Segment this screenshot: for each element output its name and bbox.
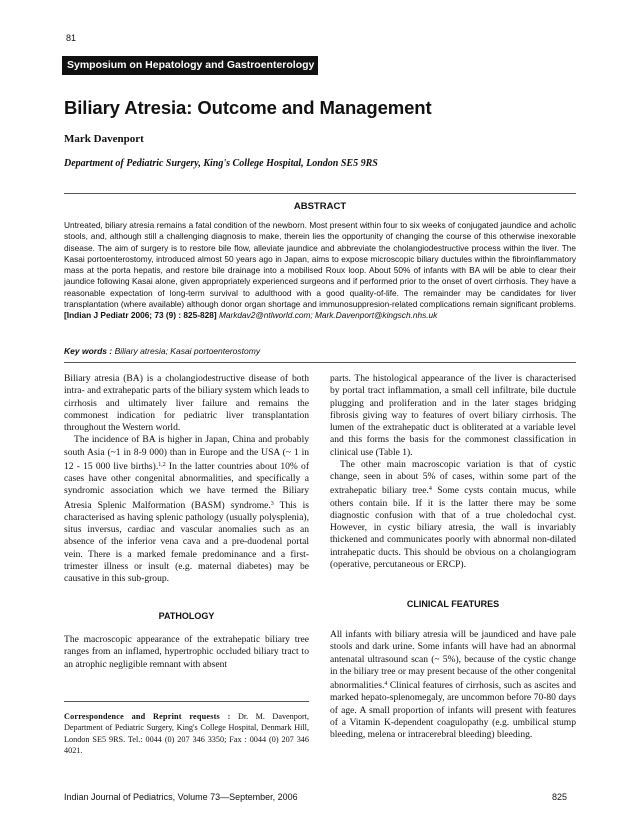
paragraph: The macroscopic appearance of the extrahepatic biliary tree ranges from an inflamed, hypertrophic occluded biliary tract to an atrophic negligible remnant with absent (64, 634, 309, 670)
paragraph (330, 629, 576, 741)
text-run: Clinical features of cirrhosis, such as ascites and marked hepato-splenomegaly, are uncommon before 70-80 days of age. A small proportion of infants will present with features of a Vitamin K-dependent coagulopathy (e.g. umbilical stump bleeding, melena or intracerebral bleeding) bleeding. (330, 680, 576, 740)
keywords-label: Key words : (64, 346, 113, 356)
text-run: This is characterised as having splenic pathology (usually polysplenia), situs inversus, cardiac and vascular anomalies such as an absence of the inferior vena cava and a pre-duodenal portal vein. There is a marked female predominance and a first-trimester illness or insult (e.g. maternal diabetes) may be causative in this sub-group. (64, 499, 309, 584)
text-run: All infants with biliary atresia will be jaundiced and have pale stools and dark urine. Some infants will have had an abnormal antenatal ultrasound scan (~ 5%), because of the cystic change in the biliary tree or may present because of the other congenital abnormalities. (330, 629, 576, 691)
abstract-citation: [Indian J Pediatr 2006; 73 (9) : 825-828] (64, 310, 217, 321)
author-affiliation: Department of Pediatric Surgery, King's College Hospital, London SE5 9RS (64, 158, 378, 169)
correspondence-text: Dr. M. Davenport, Department of Pediatric Surgery, King's College Hospital, Denmark Hill, London SE5 9RS. Tel.: 0044 (0) 207 346 3350; Fax : 0044 (0) 207 346 4021. (64, 712, 310, 755)
article-title: Biliary Atresia: Outcome and Management (64, 97, 432, 118)
footer-journal: Indian Journal of Pediatrics, Volume 73—September, 2006 (64, 792, 298, 802)
paragraph (330, 459, 576, 571)
text-run: Some cysts contain mucus, while others contain bile. If it is the latter there may be some diagnostic confusion with that of a true choledochal cyst. However, in cystic biliary atresia, the wall is invariably thickened and communicates poorly with abnormal non-dilated intrahepatic ducts. This should be obvious on a cholangiogram (operative, percutaneous or ERCP). (330, 485, 576, 570)
section-heading-pathology: PATHOLOGY (158, 611, 215, 621)
author-name: Mark Davenport (64, 133, 144, 145)
text-run: The other main macroscopic variation is that of cystic change, seen in about 5% of cases, within some part of the extrahepatic biliary tree. (330, 458, 576, 497)
left-column-continued (64, 634, 309, 671)
correspondence-note (64, 711, 309, 756)
reference-superscript: 4 (384, 681, 388, 687)
footer-page-number: 825 (552, 792, 568, 802)
top-divider (64, 193, 576, 194)
keywords-divider (64, 362, 576, 363)
keywords (64, 346, 576, 356)
reference-superscript: 3 (270, 500, 274, 507)
reference-superscript: 4 (428, 486, 432, 493)
paragraph: Biliary atresia (BA) is a cholangiodestructive disease of both intra- and extrahepatic parts of the biliary system which leads to cirrhosis and ultimately liver failure and remains the commonest indication for pediatric liver transplantation throughout the Western world. (64, 373, 309, 433)
abstract-text (64, 220, 576, 322)
text-run: The incidence of BA is higher in Japan, China and probably south Asia (~1 in 8-9 000) than in Europe and the USA (~ 1 in 12 - 15 000 live births). (64, 434, 309, 472)
text-run: In the latter countries about 10% of cases have other congenital abnormalities, and specifically a syndromic association which we have termed the Biliary Atresia Splenic Malformation (BASM) syndrome. (64, 460, 309, 511)
author-emails: Markdav2@ntlworld.com; Mark.Davenport@kingsch.nhs.uk (218, 310, 438, 321)
left-column (64, 373, 309, 585)
abstract-heading: ABSTRACT (293, 201, 347, 212)
page-number-top: 81 (66, 33, 77, 43)
right-column-continued (330, 629, 576, 741)
paragraph (64, 434, 309, 585)
right-column (330, 373, 576, 571)
symposium-banner: Symposium on Hepatology and Gastroenterology (62, 56, 318, 75)
reference-superscript: 1,2 (158, 461, 166, 468)
correspondence-divider (64, 701, 309, 702)
keywords-value: Biliary atresia; Kasai portoenterostomy (114, 346, 261, 356)
section-heading-clinical-features: CLINICAL FEATURES (406, 599, 500, 609)
correspondence-label: Correspondence and Reprint requests : (64, 712, 231, 721)
abstract-body: Untreated, biliary atresia remains a fatal condition of the newborn. Most present within four to six weeks of conjugated jaundice and acholic stools, and, although still a challenging diagnosis to make, therein lies the opportunity of changing the course of this otherwise inexorable disease. The aim of surgery is to restore bile flow, alleviate jaundice and abbreviate the cholangiodestructive process within the liver. The Kasai portoenterostomy, introduced almost 50 years ago in Japan, aims to expose microscopic biliary ductules within the fibroinflammatory mass at the porta hepatis, and restore bile drainage into a mobilised Roux loop. About 50% of infants with BA will be able to clear their jaundice following Kasai alone, given appropriately experienced surgeons and if performed prior to the onset of overt cirrhosis. They have a reasonable expectation of long-term survival to adulthood with a good quality-of-life. The remainder may be candidates for liver transplantation (where available) although donor organ shortage and immunosuppresion-related complications remain significant problems. (64, 220, 576, 310)
paragraph: parts. The histological appearance of the liver is characterised by portal tract inflammation, a small cell infiltrate, bile ductule plugging and proliferation and in the later stages bridging fibrosis giving way to features of overt biliary cirrhosis. The lumen of the extrahepatic duct is obliterated at a variable level and this forms the basis for the commonest classification in clinical use (Table 1). (330, 373, 576, 458)
